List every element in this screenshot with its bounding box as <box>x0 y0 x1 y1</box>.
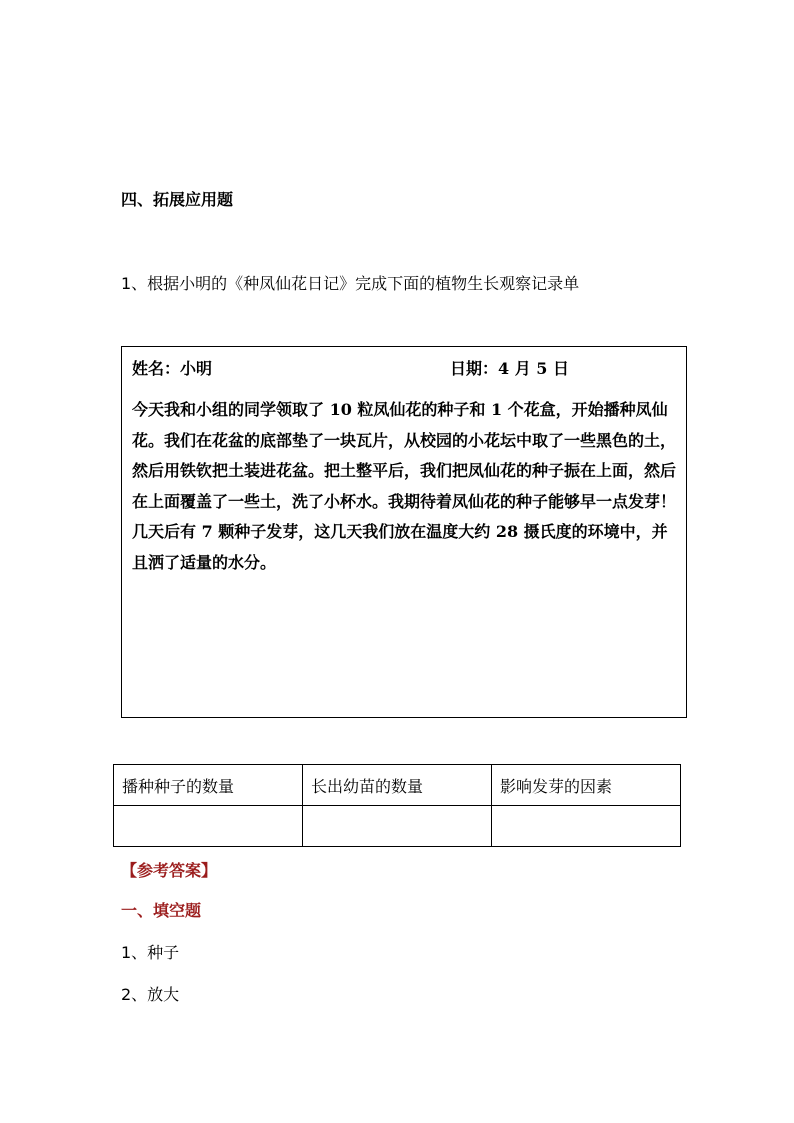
observation-table <box>113 764 681 847</box>
diary-box <box>121 346 687 718</box>
answer-label: 【参考答案】 <box>121 861 218 880</box>
diary-header <box>132 357 678 381</box>
diary-body <box>132 395 680 578</box>
answer-section-title: 一、填空题 <box>121 901 202 920</box>
answer-item: 2、放大 <box>121 985 180 1004</box>
answer-item: 1、种子 <box>121 943 180 962</box>
section-title: 四、拓展应用题 <box>121 190 234 209</box>
table-header-cell: 播种种子的数量 <box>114 765 303 806</box>
table-cell[interactable] <box>492 806 681 847</box>
diary-date: 日期：4 月 5 日 <box>450 359 569 378</box>
table-header-row <box>114 765 681 806</box>
diary-paragraph-1: 今天我和小组的同学领取了 10 粒凤仙花的种子和 1 个花盒，开始播种凤仙花。我们在花盆的底部垫了一块瓦片，从校园的小花坛中取了一些黑色的土，然后用铁钦把土装进花盆。把土整平后，我们把凤仙花的种子振在上面，然后在上面覆盖了一些土，洗了小杯水。我期待着凤仙花的种子能够早一点发芽！ <box>132 400 677 511</box>
question-text: 1、根据小明的《种凤仙花日记》完成下面的植物生长观察记录单 <box>121 274 580 293</box>
table-cell[interactable] <box>114 806 303 847</box>
table-header-cell: 长出幼苗的数量 <box>303 765 492 806</box>
table-header-cell: 影响发芽的因素 <box>492 765 681 806</box>
diary-paragraph-2: 几天后有 7 颗种子发芽，这几天我们放在温度大约 28 摄氏度的环境中，并且洒了适量的水分。 <box>132 522 668 572</box>
table-row <box>114 806 681 847</box>
table-cell[interactable] <box>303 806 492 847</box>
diary-name: 姓名：小明 <box>132 359 213 378</box>
